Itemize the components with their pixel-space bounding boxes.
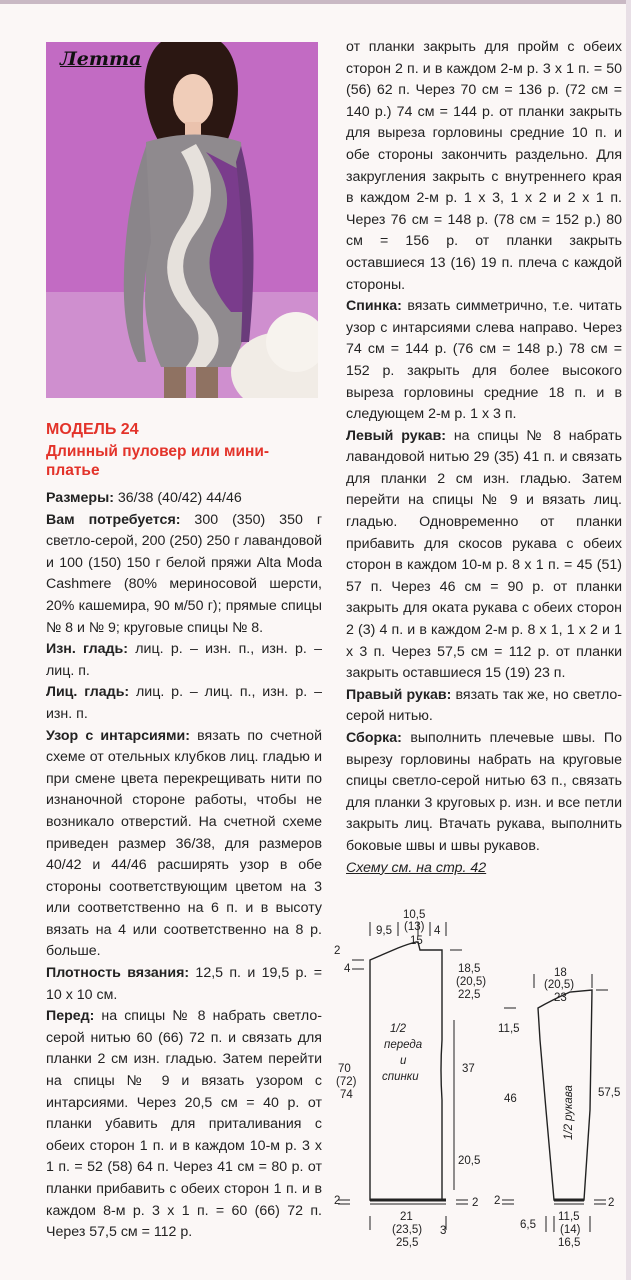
paragraph-sizes [46,488,322,510]
body-top-c: (13) [404,921,425,933]
paragraph-front-continued [346,37,622,296]
paragraph-right-sleeve [346,685,622,728]
paragraph-text: вязать симметрично, т.е. читать узор с интарсиями слева направо. Через 74 см = 144 р. (76 см = 148 р.) 78 см = 152 р. закрыть для более высокого выреза горловины средние 18 п. и в следующем 2-м р. 1 х 3 п. [346,298,622,423]
sleeve-width-a: 11,5 [558,1211,580,1223]
paragraph-label: Перед: [46,1008,95,1025]
paragraph-label: Вам потребуется: [46,511,181,528]
body-top-a: 9,5 [376,925,392,937]
paragraph-front [46,1006,322,1244]
paragraph-text: выполнить плечевые швы. По вырезу горловины набрать на круговые спицы светло-серой нитью 63 п., связать для планки 3 круговых р. изн. и все петли закрыть лиц. Втачать рукава, выполнить боковые швы и швы рукавов. [346,730,622,854]
sleeve-left-46: 46 [504,1093,517,1105]
paragraph-intarsia [46,726,322,964]
paragraph-text: вязать по счетной схеме от отельных клубков лиц. гладью и при смене цвета перекрещивать нити по изнаночной стороне работы, чтобы не возникало отверстий. На счетной схеме приведен размер 36/38, для размеров 40/42 и 44/46 расширять узор в обе стороны соответствующим цветом на 3 или соответственно на 6 п. и в высоту вязать на 4 или соответственно на 8 р. больше. [46,727,322,960]
sleeve-width-b: (14) [560,1224,581,1236]
body-label-4: спинки [382,1071,419,1083]
paragraph-text: на спицы № 8 набрать светло-серой нитью 60 (66) 72 п. и связать для планки 2 см изн. гладью. Затем перейти на спицы № 9 и вязать узором с интарсиями. Через 20,5 см = 40 р. от планки убавить для приталивания с обеих сторон 1 п. и в каждом 10-м р. 3 х 1 п. = 52 (58) 64 п. Через 41 см = 80 р. от планки прибавить с обеих сторон 1 п. и в каждом 8-м р. 3 х 1 п. = 60 (66) 72 п. Через 57,5 см = 112 р. [46,1008,322,1241]
body-top-d: 4 [434,925,441,937]
body-side-3: 3 [440,1225,447,1237]
sleeve-right-575: 57,5 [598,1087,621,1099]
paragraph-materials [46,510,322,640]
sleeve-side-65: 6,5 [520,1219,536,1231]
paragraph-stockinette [46,682,322,725]
body-top-e: 15 [410,935,423,947]
scheme-reference[interactable] [346,858,622,880]
body-schematic [328,900,501,1255]
sleeve-top-c: 23 [554,992,567,1004]
body-label-1: 1/2 [390,1023,406,1035]
paragraph-text: вязать так же, но светло-серой нитью. [346,686,622,725]
scheme-reference-link[interactable]: Схему см. на стр. 42 [346,859,487,876]
body-width-c: 25,5 [396,1237,419,1249]
body-label-2: переда [384,1039,423,1051]
paragraph-text: 300 (350) 350 г светло-серой, 200 (250) 250 г лавандовой и 100 (150) 150 г белой пряжи Alta Moda Cashmere (80% мериносовой шерсти, 20% кашемира, 90 м/50 г); прямые спицы № 8 и № 9; круговые спицы № 8. [46,511,322,636]
sleeve-schematic [492,960,627,1255]
body-right-a: 18,5 [458,963,481,975]
paragraph-label: Лиц. гладь: [46,684,130,701]
sleeve-bottom-left-2: 2 [494,1195,501,1207]
paragraph-text: от планки закрыть для пройм с обеих сторон 2 п. и в каждом 2-м р. 3 х 1 п. = 50 (56) 62 п. Через 70 см = 136 р. (72 см = 140 р.) 74 см = 144 р. от планки закрыть для выреза горловины средние 10 п. и обе стороны закончить раздельно. Для закругления закрыть с внутреннего края в каждом 2-м р. 1 х 3, 1 х 2 и 2 х 1 п. Через 76 см = 148 р. (78 см = 152 р.) 80 см = 156 р. от планки закрыть оставшиеся 13 (16) 19 п. плеча с каждой стороны. [346,39,622,293]
paragraph-label: Спинка: [346,298,402,315]
paragraph-label: Правый рукав: [346,686,452,703]
paragraph-label: Плотность вязания: [46,965,190,982]
body-bottom-left-2: 2 [334,1195,341,1207]
body-width-b: (23,5) [392,1224,423,1236]
body-label-3: и [400,1055,407,1067]
paragraph-gauge [46,963,322,1006]
paragraph-text: лиц. р. – изн. п., изн. р. – лиц. п. [46,641,322,679]
body-left-4: 4 [344,963,351,975]
paragraph-text: 12,5 п. и 19,5 р. = 10 х 10 см. [46,965,322,1003]
sleeve-label: 1/2 рукава [563,1085,575,1140]
body-top-b: 10,5 [403,909,426,921]
paragraph-left-sleeve [346,426,622,685]
paragraph-assembly [346,728,622,858]
body-mid-37: 37 [462,1063,475,1075]
body-left-2: 2 [334,945,341,957]
model-photo [46,42,318,398]
paragraph-label: Сборка: [346,730,402,746]
body-height-c: 74 [340,1089,353,1101]
left-column [46,488,322,1244]
body-height-a: 70 [338,1063,351,1075]
model-photo-illustration [46,42,318,398]
paragraph-text: на спицы № 8 набрать лавандовой нитью 29 (35) 41 п. и связать для планки 2 см изн. гладью. Затем перейти на спицы № 9 и вязать лиц. гладью. Одновременно от планки прибавить для скосов рукава с обеих сторон в каждом 10-м р. 8 х 1 п. = 45 (51) 57 п. Через 46 см = 90 р. от планки закрыть для оката рукава с обеих сторон 2 (3) 4 п. и в каждом 2-м р. 8 х 1, 1 х 2 и 1 х 3 п. Через 57,5 см = 112 р. от планки закрыть оставшиеся 15 (19) 23 п. [346,427,623,682]
paragraph-reverse-stockinette [46,639,322,682]
body-height-b: (72) [336,1076,357,1088]
paragraph-label: Левый рукав: [346,427,447,444]
model-title: МОДЕЛЬ 24 [46,421,139,438]
paragraph-text: лиц. р. – лиц. п., изн. р. – изн. п. [46,684,322,722]
body-low-205: 20,5 [458,1155,481,1167]
body-right-c: 22,5 [458,989,481,1001]
right-column [346,37,622,879]
sleeve-top-b: (20,5) [544,979,575,991]
model-subtitle: Длинный пуловер или мини-платье [46,443,270,479]
sleeve-left-115: 11,5 [498,1023,520,1035]
sleeve-width-c: 16,5 [558,1237,581,1249]
watermark-letta: Летта [60,48,142,70]
paragraph-label: Узор с интарсиями: [46,727,190,744]
paragraph-label: Размеры: [46,490,114,506]
paragraph-label: Изн. гладь: [46,641,128,658]
paragraph-text: 36/38 (40/42) 44/46 [113,490,242,506]
body-right-b: (20,5) [456,976,487,988]
paragraph-back [346,296,622,426]
body-bottom-right-2: 2 [472,1197,479,1209]
sleeve-bottom-right-2: 2 [608,1197,615,1209]
body-width-a: 21 [400,1211,413,1223]
top-border [0,0,631,4]
sleeve-top-a: 18 [554,967,567,979]
